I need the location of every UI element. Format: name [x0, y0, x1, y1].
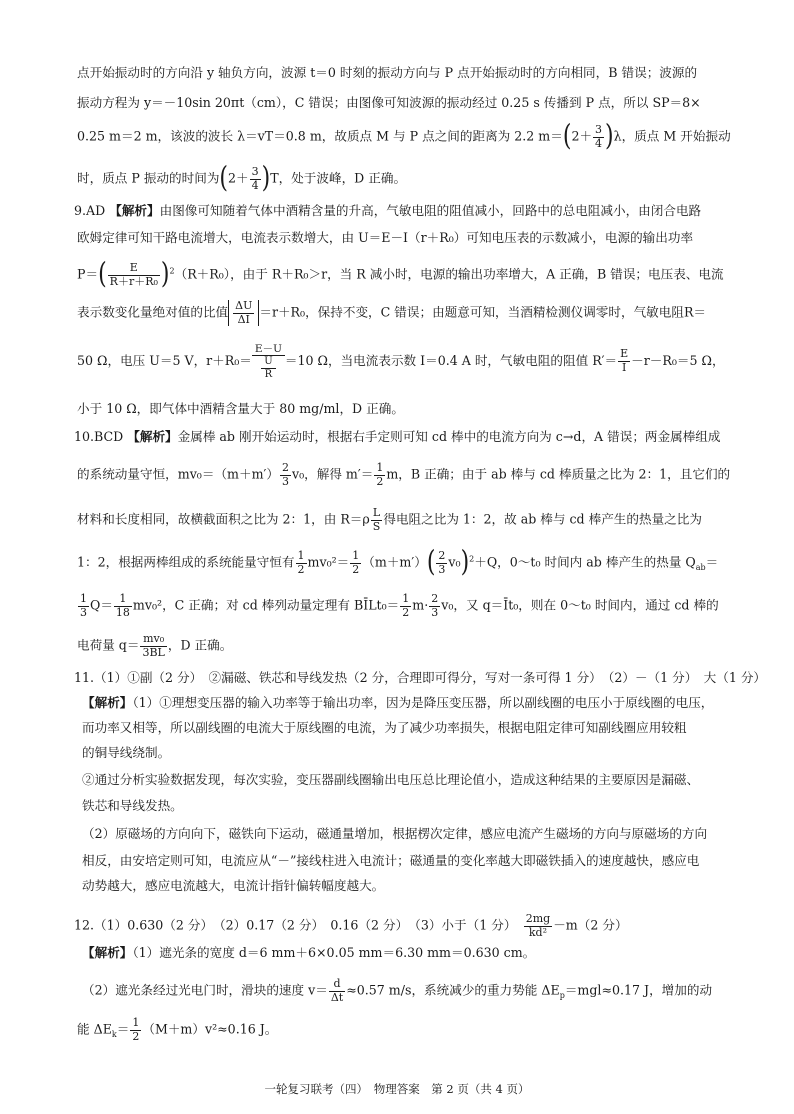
fraction: $\frac{L}{S}$	[372, 506, 381, 533]
fraction: $\frac{3}{4}$	[251, 165, 259, 192]
text-span: 2＋	[571, 128, 593, 144]
text-span: ＝	[705, 554, 719, 570]
fraction: $\frac{3}{4}$	[595, 123, 603, 150]
text-line	[74, 913, 628, 939]
text-span: 得电阻之比为 1：2，故 ab 棒与 cd 棒产生的热量之比为	[383, 511, 702, 527]
analysis-label: 【解析】	[82, 695, 133, 710]
fraction: $\frac{2}{3}$	[431, 592, 439, 619]
text-line: 动势越大，感应电流越大，电流计指针偏转幅度越大。	[82, 878, 385, 893]
text-span: 时，质点 P 振动的时间为	[77, 170, 220, 186]
text-line	[77, 462, 730, 488]
text-span: （1）①理想变压器的输入功率等于输出功率，因为是降压变压器，所以副线圈的电压小于原线圈的电压，	[132, 695, 714, 710]
text-span: T，处于波峰，D 正确。	[270, 170, 407, 186]
text-span: v₀，解得 m′＝	[291, 466, 374, 482]
text-line: 相反，由安培定则可知，电流应从“－”接线柱进入电流计；磁通量的变化率越大即磁铁插入的速度越快，感应电	[82, 853, 700, 868]
text-span: m，B 正确；由于 ab 棒与 cd 棒质量之比为 2：1，且它们的	[386, 466, 731, 482]
text-span: 材料和长度相同，故横截面积之比为 2：1，由 R＝ρ	[77, 511, 370, 527]
fraction: $\frac{2}{3}$	[438, 549, 446, 576]
fraction: $\frac{E-U}{\frac{U}{R}}$	[252, 343, 285, 380]
text-span: ＝10 Ω，当电流表示数 I＝0.4 A 时，气敏电阻的阻值 R′＝	[284, 353, 618, 369]
text-span: P＝	[77, 266, 99, 282]
absolute-value	[228, 300, 259, 326]
text-line	[74, 205, 701, 218]
analysis-label: 【解析】	[109, 203, 160, 218]
fraction: $\frac{1}{2}$	[352, 549, 360, 576]
text-span: （1）遮光条的宽度 d＝6 mm＋6×0.05 mm＝6.30 mm＝0.630 cm。	[132, 945, 536, 960]
text-span: （m＋m′）	[362, 554, 427, 570]
text-span: λ，质点 M 开始振动	[613, 128, 731, 144]
text-span: 2＋	[228, 170, 249, 186]
text-line: 11.（1）①副（2 分） ②漏磁、铁芯和导线发热（2 分，合理即可得分，写对一条可得 1 分） （2）－（1 分） 大（1 分）	[74, 670, 767, 685]
text-line: 时，质点 P 振动的时间为(2＋ $\frac{3}{4}$ )T，处于波峰，D 正确。	[77, 162, 407, 195]
fraction: $\frac{E}{I}$	[620, 347, 629, 375]
text-span: m·	[412, 597, 429, 613]
fraction: $\frac{\Delta U}{\Delta I}$	[235, 299, 253, 326]
text-line: 能 $\Delta E_k=$ $\frac{1}{2}$ （M＋m）v²≈0.16 J。	[77, 1016, 278, 1043]
text-line	[77, 343, 725, 380]
text-line: 振动方程为 y＝－10sin 20πt（cm），C 错误；由图像可知波源的振动经过 0.25 s 传播到 P 点，所以 SP＝8×	[77, 95, 701, 110]
text-span: ＝	[116, 1021, 130, 1037]
text-line: （2）遮光条经过光电门时，滑块的速度 v＝ $\frac{d}{\Delta t}$ ≈0.57 m/s，系统减少的重力势能 $\Delta E_p=mgl\approx 0.17$ J，增加的动	[82, 977, 713, 1004]
text-span: 0.25 m＝2 m，该波的波长 λ＝vT＝0.8 m，故质点 M 与 P 点之间的距离为 2.2 m＝	[77, 128, 563, 144]
fraction: $\frac{1}{18}$	[115, 592, 130, 619]
fraction: $\frac{1}{3}$	[80, 592, 87, 619]
fraction: $\frac{d}{\Delta t}$	[330, 977, 344, 1004]
text-line: ②通过分析实验数据发现，每次实验，变压器副线圈输出电压总比理论值小，造成这种结果的主要原因是漏磁、	[82, 772, 700, 787]
text-span: （R＋R₀），由于 R＋R₀＞r，当 R 减小时，电源的输出功率增大，A 正确，B 错误；电压表、电流	[174, 266, 724, 282]
analysis-label: 【解析】	[82, 945, 133, 960]
text-span: 能 ΔE	[77, 1021, 112, 1037]
page-footer: 一轮复习联考（四） 物理答案 第 2 页（共 4 页）	[264, 1082, 530, 1096]
text-line: 1：2，根据两棒组成的系统能量守恒有 $\frac{1}{2}$ mv₀²＝ $\frac{1}{2}$ （m＋m′）( $\frac{2}{3}$ v₀)$^2$＋Q，0～t₀ 时间内 ab 棒产生的热量 $Q_{ab}=$	[77, 546, 719, 579]
text-span: －r－R₀＝5 Ω，	[631, 353, 725, 369]
text-span: mv₀²，C 正确；对 cd 棒列动量定理有 BĪLt₀＝	[132, 597, 400, 613]
text-span: 表示数变化量绝对值的比值	[77, 304, 229, 320]
text-line	[74, 431, 720, 444]
fraction: $\frac{2mg}{\text{kd²}}$	[525, 912, 551, 939]
text-span: 金属棒 ab 刚开始运动时，根据右手定则可知 cd 棒中的电流方向为 c→d，A 错误；两金属棒组成	[177, 429, 721, 444]
fraction: $\frac{1}{2}$	[297, 549, 305, 576]
text-span: v₀，又 q＝Īt₀，则在 0～t₀ 时间内，通过 cd 棒的	[441, 597, 719, 613]
text-span: 的系统动量守恒，mv₀＝（m＋m′）	[77, 466, 279, 482]
text-line	[77, 633, 232, 659]
text-line: 小于 10 Ω，即气体中酒精含量大于 80 mg/ml，D 正确。	[77, 401, 404, 416]
text-line	[77, 593, 719, 619]
analysis-label: 【解析】	[127, 429, 178, 444]
text-span: ≈0.57 m/s，系统减少的重力势能 ΔE	[346, 982, 560, 998]
text-line: 点开始振动时的方向沿 y 轴负方向，波源 t＝0 时刻的振动方向与 P 点开始振动时的方向相同，B 错误；波源的	[77, 65, 698, 80]
text-span: ＝mgl≈0.17 J，增加的动	[564, 982, 713, 998]
fraction: $\frac{U}{R}$	[261, 356, 275, 380]
text-line: （2）原磁场的方向向下，磁铁向下运动，磁通量增加，根据楞次定律，感应电流产生磁场的方向与原磁场的方向	[82, 826, 708, 841]
text-span: mv₀²＝	[307, 554, 350, 570]
text-span: ，D 正确。	[167, 637, 233, 653]
fraction: $\frac{2}{3}$	[281, 461, 289, 488]
fraction: $\frac{1}{2}$	[132, 1016, 140, 1043]
text-line: 的铜导线绕制。	[82, 745, 171, 760]
text-line: 0.25 m＝2 m，该波的波长 λ＝vT＝0.8 m，故质点 M 与 P 点之间的距离为 2.2 m＝(2＋ $\frac{3}{4}$ )λ，质点 M 开始振动	[77, 120, 731, 153]
text-line: 欧姆定律可知干路电流增大，电流表示数增大，由 U＝E－I（r＋R₀）可知电压表的示数减小，电源的输出功率	[77, 230, 694, 245]
fraction: $\frac{1}{2}$	[402, 592, 410, 619]
text-span: 电荷量 q＝	[77, 637, 140, 653]
fraction: $\frac{1}{2}$	[376, 461, 384, 488]
question-number: 10.BCD	[74, 429, 128, 444]
text-line	[77, 507, 702, 533]
text-span: （M＋m）v²≈0.16 J。	[142, 1021, 278, 1037]
fraction: $\frac{E}{\text{R＋r＋R₀}}$	[109, 261, 158, 288]
text-span: （2）遮光条经过光电门时，滑块的速度 v＝	[82, 982, 328, 998]
text-line: 而功率又相等，所以副线圈的电流大于原线圈的电流，为了减少功率损失，根据电阻定律可知副线圈应用较粗	[82, 720, 687, 735]
text-span: －m（2 分）	[553, 917, 628, 933]
text-span: 50 Ω，电压 U＝5 V，r＋R₀＝	[77, 353, 252, 369]
text-span: 由图像可知随着气体中酒精含量的升高，气敏电阻的阻值减小，回路中的总电阻减小，由闭合电路	[159, 203, 702, 218]
text-line	[82, 697, 713, 710]
text-line: 铁芯和导线发热。	[82, 798, 183, 813]
text-line: P＝( $\frac{E}{\text{R＋r＋R₀}}$ )$^2$（R＋R₀），由于 R＋R₀＞r，当 R 减小时，电源的输出功率增大，A 正确，B 错误；电压表、电流	[77, 258, 724, 291]
text-span: 12.（1）0.630（2 分） （2）0.17（2 分） 0.16（2 分） （3）小于（1 分）	[74, 917, 511, 933]
question-number: 9.AD	[74, 203, 110, 218]
text-span: 1：2，根据两棒组成的系统能量守恒有	[77, 554, 295, 570]
fraction: $\frac{\text{mv₀}}{3BL}$	[142, 632, 165, 659]
text-span: Q＝	[90, 597, 113, 613]
text-span: ＋Q，0～t₀ 时间内 ab 棒产生的热量 Q	[474, 554, 696, 570]
text-line	[82, 947, 535, 960]
text-line	[77, 300, 706, 326]
text-span: ＝r＋R₀，保持不变，C 错误；由题意可知，当酒精检测仪调零时，气敏电阻R＝	[259, 304, 707, 320]
